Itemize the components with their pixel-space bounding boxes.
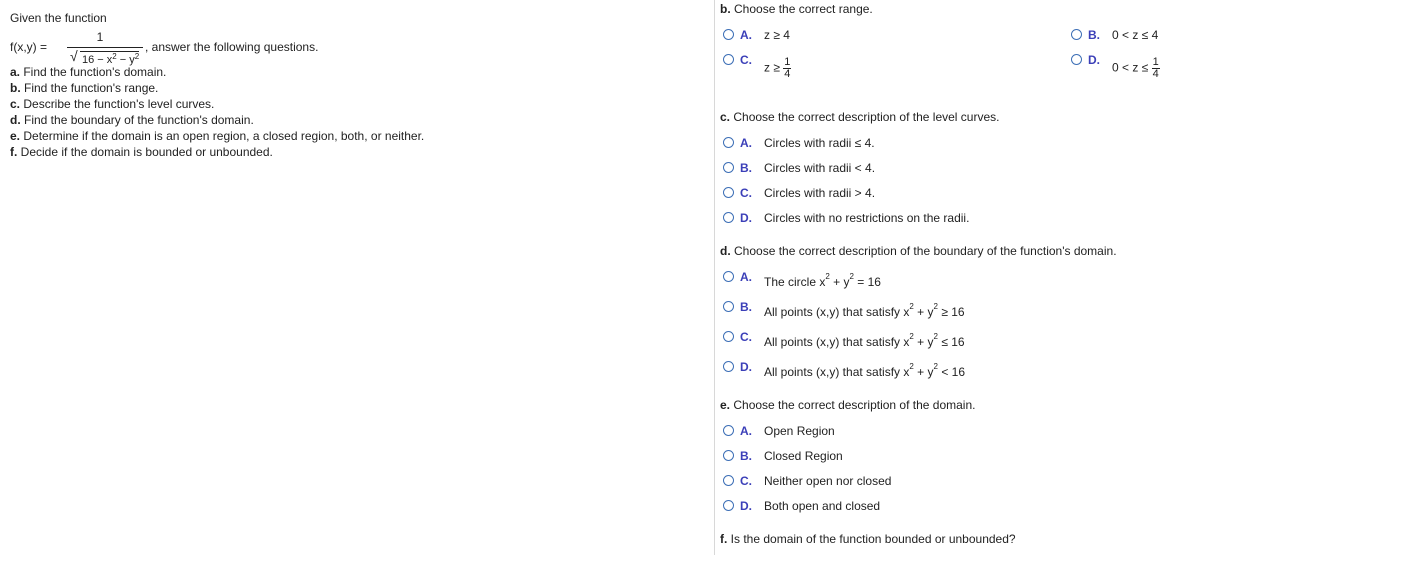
part-c-option-b[interactable]: B. Circles with radii < 4. xyxy=(723,161,875,175)
radio-icon[interactable] xyxy=(723,301,734,312)
part-e-option-c[interactable]: C. Neither open nor closed xyxy=(723,474,891,488)
part-f-prompt: f. Is the domain of the function bounded or unbounded? xyxy=(720,532,1016,546)
part-c-option-d[interactable]: D. Circles with no restrictions on the radii. xyxy=(723,211,969,225)
radio-icon[interactable] xyxy=(723,271,734,282)
radio-icon[interactable] xyxy=(723,54,734,65)
question-item: b. Find the function's range. xyxy=(10,81,159,95)
part-d-prompt: d. Choose the correct description of the boundary of the function's domain. xyxy=(720,244,1117,258)
part-b-option-a[interactable]: A. z ≥ 4 xyxy=(723,28,790,42)
radio-icon[interactable] xyxy=(723,212,734,223)
radio-icon[interactable] xyxy=(723,187,734,198)
part-b-prompt: b. Choose the correct range. xyxy=(720,2,873,16)
part-e-prompt: e. Choose the correct description of the domain. xyxy=(720,398,976,412)
part-d-option-b[interactable]: B. All points (x,y) that satisfy $x^2 + y^2 \ge 16$ xyxy=(723,300,965,319)
problem-statement xyxy=(10,10,690,160)
question-item: c. Describe the function's level curves. xyxy=(10,97,215,111)
part-d-option-c[interactable]: C. All points (x,y) that satisfy $x^2 + y^2 \le 16$ xyxy=(723,330,965,349)
radio-icon[interactable] xyxy=(723,450,734,461)
part-d-option-d[interactable]: D. All points (x,y) that satisfy $x^2 + y^2 < 16$ xyxy=(723,360,965,379)
part-e-option-a[interactable]: A. Open Region xyxy=(723,424,835,438)
function-numerator: 1 xyxy=(96,30,104,44)
question-item: a. Find the function's domain. xyxy=(10,65,167,79)
question-list xyxy=(10,64,690,160)
radio-icon[interactable] xyxy=(1071,29,1082,40)
part-e-option-b[interactable]: B. Closed Region xyxy=(723,449,843,463)
radio-icon[interactable] xyxy=(723,475,734,486)
part-c-option-c[interactable]: C. Circles with radii > 4. xyxy=(723,186,875,200)
fraction-bar xyxy=(67,47,143,48)
radio-icon[interactable] xyxy=(1071,54,1082,65)
radio-icon[interactable] xyxy=(723,162,734,173)
part-b-option-d[interactable]: D. 0 < z ≤ $\frac{1}{4}$ xyxy=(1071,53,1160,80)
column-divider xyxy=(714,0,715,555)
function-definition xyxy=(10,32,690,64)
radicand: $16 - x^2 - y^2$ xyxy=(82,52,140,66)
function-lhs: f(x,y) = xyxy=(10,40,48,54)
part-c-prompt: c. Choose the correct description of the level curves. xyxy=(720,110,1000,124)
radio-icon[interactable] xyxy=(723,137,734,148)
radio-icon[interactable] xyxy=(723,500,734,511)
radical-icon: √ xyxy=(70,48,78,64)
part-e-option-d[interactable]: D. Both open and closed xyxy=(723,499,880,513)
question-item: e. Determine if the domain is an open region, a closed region, both, or neither. xyxy=(10,129,425,143)
part-b-option-b[interactable]: B. 0 < z ≤ 4 xyxy=(1071,28,1158,42)
radio-icon[interactable] xyxy=(723,425,734,436)
question-item: d. Find the boundary of the function's domain. xyxy=(10,113,254,127)
part-c-option-a[interactable]: A. Circles with radii ≤ 4. xyxy=(723,136,875,150)
part-b-option-c[interactable]: C. z ≥ $\frac{1}{4}$ xyxy=(723,53,791,80)
question-item: f. Decide if the domain is bounded or unbounded. xyxy=(10,145,273,159)
function-tail: , answer the following questions. xyxy=(145,40,319,54)
intro-text: Given the function xyxy=(10,11,107,25)
radio-icon[interactable] xyxy=(723,29,734,40)
part-d-option-a[interactable]: A. The circle $x^2 + y^2 = 16$ xyxy=(723,270,881,289)
radio-icon[interactable] xyxy=(723,361,734,372)
radio-icon[interactable] xyxy=(723,331,734,342)
